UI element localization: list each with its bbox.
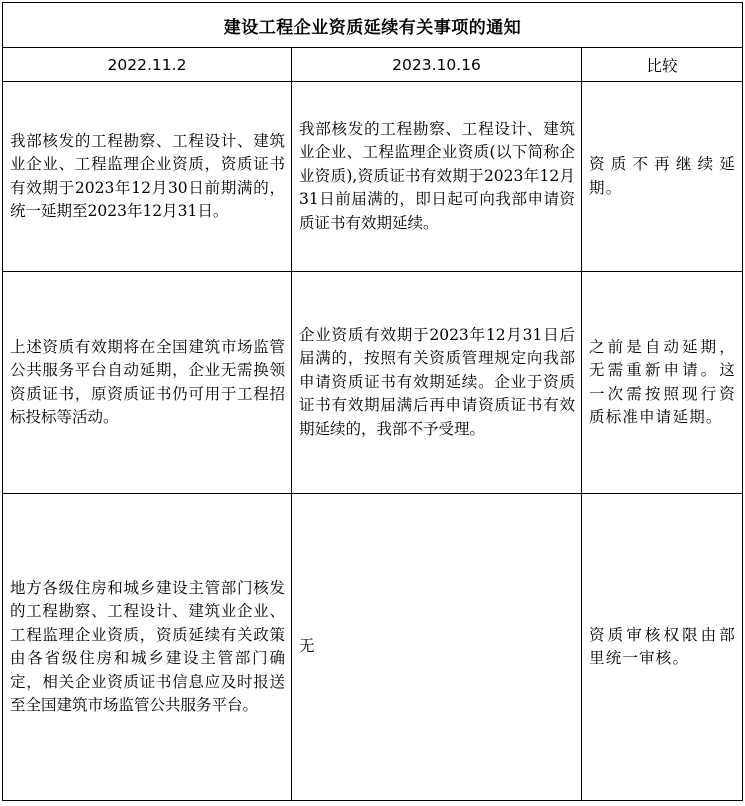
cell-2023 <box>292 494 582 801</box>
cell-text: 无 <box>299 637 315 656</box>
document-title: 建设工程企业资质延续有关事项的通知 <box>3 3 743 48</box>
cell-2023 <box>292 82 582 272</box>
cell-comparison <box>582 272 743 494</box>
cell-2022 <box>3 494 292 801</box>
cell-text: 我部核发的工程勘察、工程设计、建筑业企业、工程监理企业资质(以下简称企业资质),资质证书有效期于2023年12月31日前届满的，即日起可向我部申请资质证书有效期延续。 <box>299 119 575 232</box>
title-row <box>3 3 743 48</box>
cell-comparison <box>582 82 743 272</box>
column-header-2022-11-2: 2022.11.2 <box>3 48 292 82</box>
header-row <box>3 48 743 82</box>
cell-text: 地方各级住房和城乡建设主管部门核发的工程勘察、工程设计、建筑业企业、工程监理企业资质，资质延续有关政策由各省级住房和城乡建设主管部门确定，相关企业资质证书信息应及时报送至全国建筑市场监管公共服务平台。 <box>10 578 285 714</box>
cell-2022 <box>3 82 292 272</box>
cell-text: 上述资质有效期将在全国建筑市场监管公共服务平台自动延期，企业无需换领资质证书，原资质证书仍可用于工程招标投标等活动。 <box>10 337 285 426</box>
cell-text: 资质审核权限由部里统一审核。 <box>589 625 736 667</box>
column-header-2023-10-16: 2023.10.16 <box>292 48 582 82</box>
cell-text: 之前是自动延期，无需重新申请。这一次需按照现行资质标准申请延期。 <box>589 337 736 426</box>
cell-2022 <box>3 272 292 494</box>
cell-text: 资质不再继续延期。 <box>589 155 736 197</box>
cell-comparison <box>582 494 743 801</box>
table-row <box>3 494 743 801</box>
cell-2023 <box>292 272 582 494</box>
column-header-comparison: 比较 <box>582 48 743 82</box>
cell-text: 企业资质有效期于2023年12月31日后届满的，按照有关资质管理规定向我部申请资质证书有效期延续。企业于资质证书有效期届满后再申请资质证书有效期延续的，我部不予受理。 <box>299 325 575 438</box>
cell-text: 我部核发的工程勘察、工程设计、建筑业企业、工程监理企业资质，资质证书有效期于2023年12月30日前期满的，统一延期至2023年12月31日。 <box>10 131 285 220</box>
table-row <box>3 272 743 494</box>
comparison-table <box>2 2 743 801</box>
table-row <box>3 82 743 272</box>
